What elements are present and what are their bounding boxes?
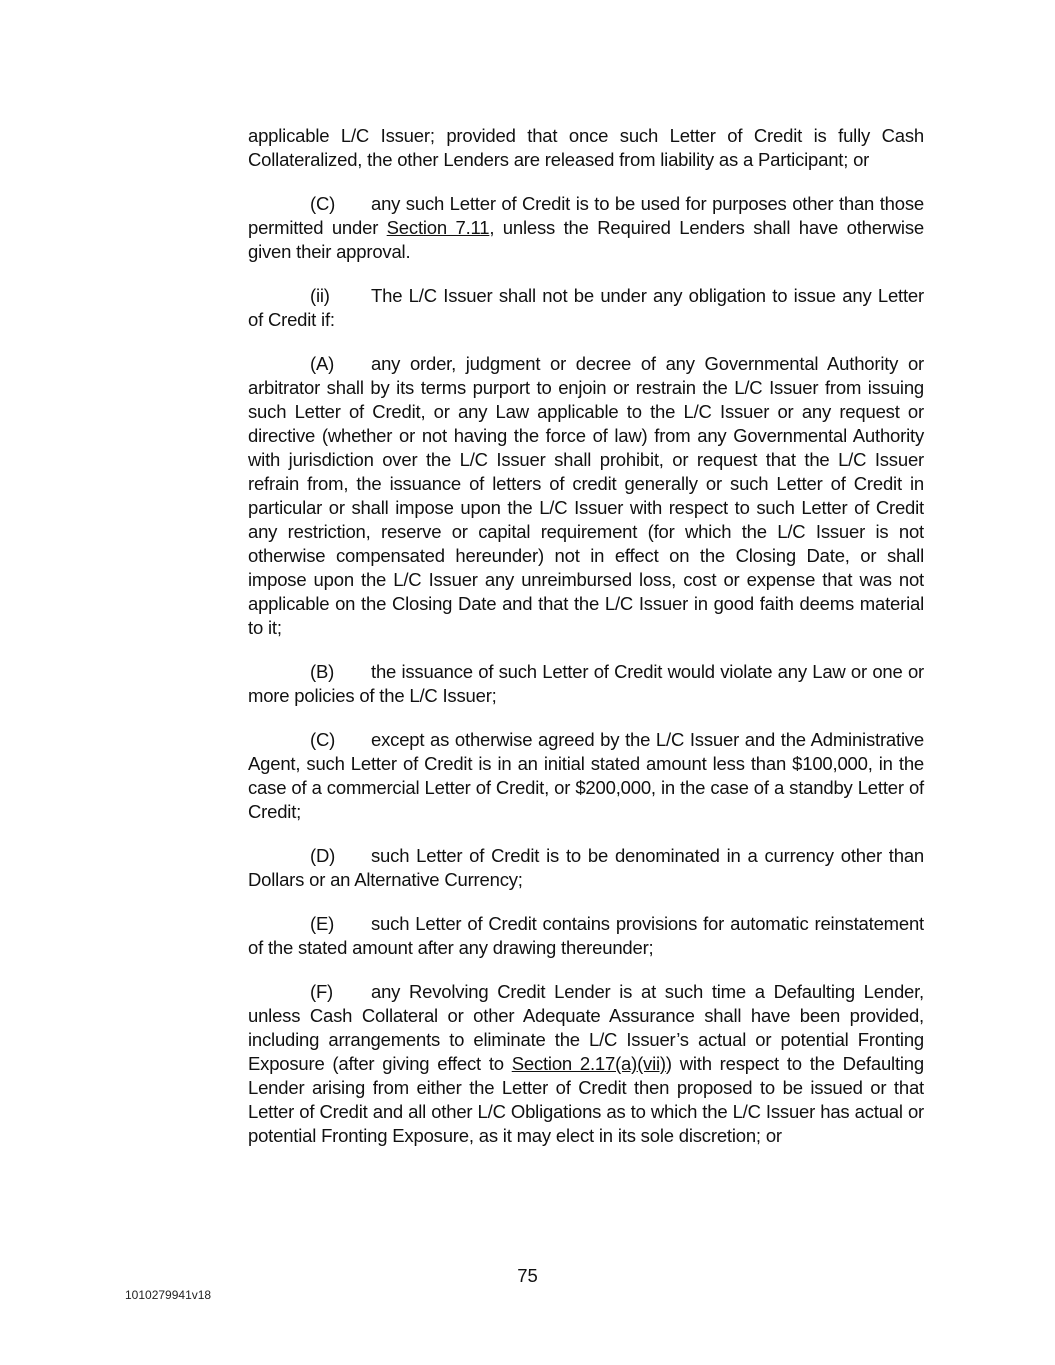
- page-number: 75: [517, 1265, 538, 1286]
- clause-marker: (D): [310, 845, 336, 866]
- clause-ii-no-obligation: [248, 284, 924, 332]
- section-reference-link[interactable]: Section 7.11: [386, 217, 490, 238]
- clause-marker: (A): [310, 353, 335, 374]
- clause-text: any order, judgment or decree of any Governmental Authority or arbitrator shall by its terms purport to enjoin or restrain the L/C Issuer from issuing such Letter of Credit, or any Law applicable to the L/C Issuer or any request or directive (whether or not having the force of law) from any Governmental Authority with jurisdiction over the L/C Issuer shall prohibit, or request that the L/C Issuer refrain from, the issuance of letters of credit generally or such Letter of Credit in particular or shall impose upon the L/C Issuer with respect to such Letter of Credit any restriction, reserve or capital requirement (for which the L/C Issuer is not otherwise compensated hereunder) not in effect on the Closing Date, or shall impose upon the L/C Issuer any unreimbursed loss, cost or expense that was not applicable on the Closing Date and that the L/C Issuer in good faith deems material to it;: [248, 353, 924, 638]
- clause-c-purposes: [248, 192, 924, 264]
- clause-c-stated-amount: [248, 728, 924, 824]
- clause-a-order-judgment: [248, 352, 924, 640]
- clause-text: the issuance of such Letter of Credit would violate any Law or one or more policies of the L/C Issuer;: [248, 661, 924, 706]
- clause-f-defaulting-lender: [248, 980, 924, 1148]
- clause-b-violate-law: [248, 660, 924, 708]
- document-body: [248, 124, 924, 1168]
- clause-text: such Letter of Credit is to be denominated in a currency other than Dollars or an Alternative Currency;: [248, 845, 924, 890]
- clause-marker: (ii): [310, 285, 330, 306]
- clause-marker: (E): [310, 913, 335, 934]
- clause-text: any such Letter of Credit is to be used for purposes other than those permitted under: [248, 193, 924, 238]
- clause-marker: (B): [310, 661, 335, 682]
- clause-text: The L/C Issuer shall not be under any obligation to issue any Letter of Credit if:: [248, 285, 924, 330]
- clause-d-currency: [248, 844, 924, 892]
- clause-marker: (C): [310, 193, 336, 214]
- clause-text: any Revolving Credit Lender is at such time a Defaulting Lender, unless Cash Collateral or other Adequate Assurance shall have been provided, including arrangements to eliminate the L/C Issuer’s actual or potential Fronting Exposure (after giving effect to: [248, 981, 924, 1074]
- paragraph-continuation: [248, 124, 924, 172]
- clause-text: such Letter of Credit contains provisions for automatic reinstatement of the stated amount after any drawing thereunder;: [248, 913, 924, 958]
- clause-text: ) with respect to the Defaulting Lender arising from either the Letter of Credit then proposed to be issued or that Letter of Credit and all other L/C Obligations as to which the L/C Issuer has actual or potential Fronting Exposure, as it may elect in its sole discretion; or: [248, 1053, 924, 1146]
- paragraph-text: applicable L/C Issuer; provided that once such Letter of Credit is fully Cash Collateralized, the other Lenders are released from liability as a Participant; or: [248, 125, 924, 170]
- clause-e-reinstatement: [248, 912, 924, 960]
- clause-marker: (C): [310, 729, 336, 750]
- clause-text: except as otherwise agreed by the L/C Issuer and the Administrative Agent, such Letter of Credit is in an initial stated amount less than $100,000, in the case of a commercial Letter of Credit, or $200,000, in the case of a standby Letter of Credit;: [248, 729, 924, 822]
- clause-marker: (F): [310, 981, 334, 1002]
- clause-text: , unless the Required Lenders shall have otherwise given their approval.: [248, 217, 924, 262]
- document-id: 1010279941v18: [125, 1288, 212, 1302]
- section-reference-link[interactable]: Section 2.17(a)(vii): [511, 1053, 666, 1074]
